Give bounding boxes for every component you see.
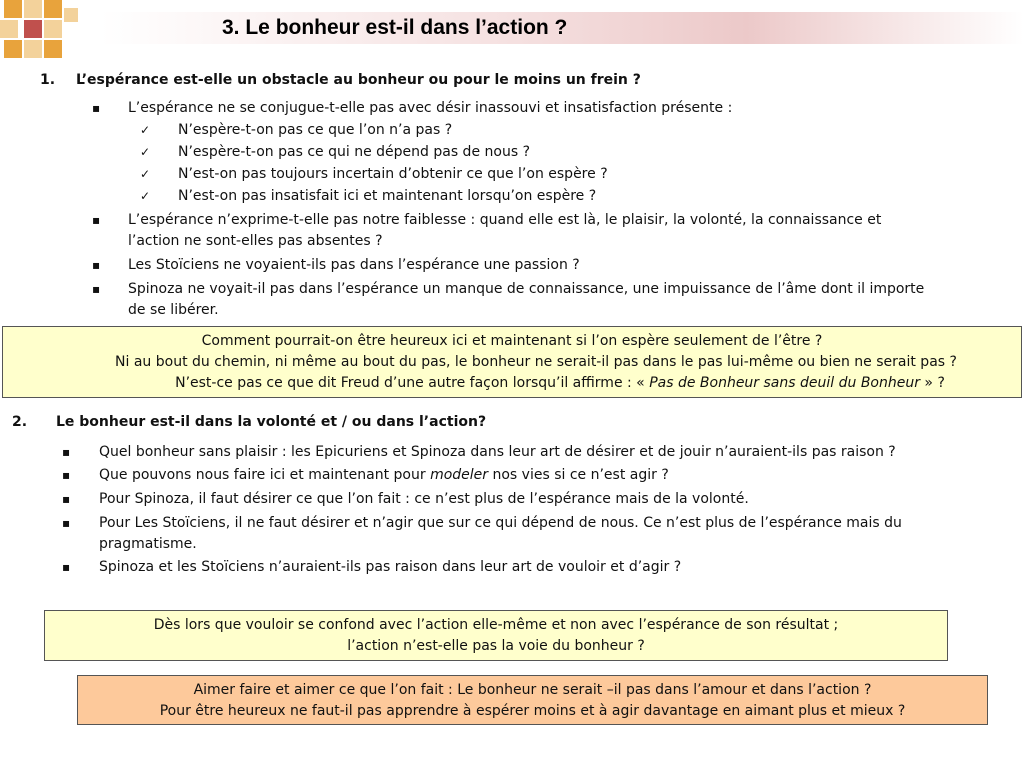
square-bullet-icon: ▪ bbox=[62, 560, 71, 574]
check-text: N’espère-t-on pas ce que l’on n’a pas ? bbox=[178, 122, 453, 138]
check-text: N’est-on pas toujours incertain d’obtenir ce que l’on espère ? bbox=[178, 166, 608, 182]
checkmark-icon: ✓ bbox=[140, 145, 151, 159]
box1-line3-pre: N’est-ce pas ce que dit Freud d’une autre façon lorsqu’il affirme : « bbox=[175, 375, 650, 391]
box1-line3-post: » ? bbox=[919, 375, 945, 391]
bullet-text-line1: L’espérance n’exprime-t-elle pas notre faiblesse : quand elle est là, le plaisir, la volonté, la connaissance et bbox=[128, 212, 882, 228]
bullet-text-line1: Pour Les Stoïciens, il ne faut désirer et n’agir que sur ce qui dépend de nous. Ce n’est plus de l’espérance mais du bbox=[99, 515, 902, 531]
box1-line3 bbox=[3, 373, 1021, 394]
section2-number: 2. bbox=[12, 414, 28, 430]
bullet-text-line1: Spinoza ne voyait-il pas dans l’espérance un manque de connaissance, une impuissance de l’âme dont il importe bbox=[128, 281, 925, 297]
bullet-text-line2: de se libérer. bbox=[128, 302, 219, 318]
box1-line1: Comment pourrait-on être heureux ici et maintenant si l’on espère seulement de l’être ? bbox=[201, 333, 823, 349]
square-bullet-icon: ▪ bbox=[92, 258, 101, 272]
slide-title: 3. Le bonheur est-il dans l’action ? bbox=[222, 16, 568, 39]
checkmark-icon: ✓ bbox=[140, 189, 151, 203]
bullet-text-emphasis: modeler bbox=[430, 467, 489, 483]
square-bullet-icon: ▪ bbox=[62, 492, 71, 506]
box1-quote: Pas de Bonheur sans deuil du Bonheur bbox=[649, 375, 920, 391]
callout-box-freud bbox=[2, 326, 1022, 398]
square-bullet-icon: ▪ bbox=[62, 468, 71, 482]
bullet-text: L’espérance ne se conjugue-t-elle pas avec désir inassouvi et insatisfaction présente : bbox=[128, 100, 733, 116]
checkmark-icon: ✓ bbox=[140, 123, 151, 137]
box1-line2: Ni au bout du chemin, ni même au bout du pas, le bonheur ne serait-il pas dans le pas lui-même ou bien ne serait pas ? bbox=[115, 354, 957, 370]
bullet-text-line2: pragmatisme. bbox=[99, 536, 197, 552]
bullet-text-line2: l’action ne sont-elles pas absentes ? bbox=[128, 233, 383, 249]
box3-line1: Aimer faire et aimer ce que l’on fait : Le bonheur ne serait –il pas dans l’amour et dans l’action ? bbox=[193, 682, 872, 698]
section2-heading-text: Le bonheur est-il dans la volonté et / ou dans l’action? bbox=[56, 414, 487, 430]
square-bullet-icon: ▪ bbox=[92, 101, 101, 115]
bullet-text: Pour Spinoza, il faut désirer ce que l’on fait : ce n’est plus de l’espérance mais de la volonté. bbox=[99, 491, 749, 507]
check-text: N’espère-t-on pas ce qui ne dépend pas de nous ? bbox=[178, 144, 530, 160]
checkmark-icon: ✓ bbox=[140, 167, 151, 181]
bullet-text-post: nos vies si ce n’est agir ? bbox=[488, 467, 669, 483]
callout-box-conclusion bbox=[77, 675, 988, 725]
square-bullet-icon: ▪ bbox=[62, 516, 71, 530]
callout-box-action bbox=[44, 610, 948, 661]
section1-number: 1. bbox=[40, 72, 56, 88]
bullet-text-pre: Que pouvons nous faire ici et maintenant pour bbox=[99, 467, 431, 483]
section1-heading-text: L’espérance est-elle un obstacle au bonheur ou pour le moins un frein ? bbox=[76, 72, 641, 88]
box2-line2: l’action n’est-elle pas la voie du bonheur ? bbox=[347, 638, 645, 654]
box3-line2: Pour être heureux ne faut-il pas apprendre à espérer moins et à agir davantage en aimant plus et mieux ? bbox=[159, 703, 906, 719]
bullet-text: Les Stoïciens ne voyaient-ils pas dans l’espérance une passion ? bbox=[128, 257, 580, 273]
box2-line1: Dès lors que vouloir se confond avec l’action elle-même et non avec l’espérance de son résultat ; bbox=[153, 617, 839, 633]
check-text: N’est-on pas insatisfait ici et maintenant lorsqu’on espère ? bbox=[178, 188, 597, 204]
bullet-text: Quel bonheur sans plaisir : les Epicuriens et Spinoza dans leur art de désirer et de jouir n’auraient-ils pas raison ? bbox=[99, 444, 896, 460]
corner-decoration bbox=[0, 0, 90, 70]
square-bullet-icon: ▪ bbox=[92, 282, 101, 296]
bullet-text bbox=[99, 465, 669, 485]
square-bullet-icon: ▪ bbox=[62, 445, 71, 459]
square-bullet-icon: ▪ bbox=[92, 213, 101, 227]
bullet-text: Spinoza et les Stoïciens n’auraient-ils pas raison dans leur art de vouloir et d’agir ? bbox=[99, 559, 682, 575]
